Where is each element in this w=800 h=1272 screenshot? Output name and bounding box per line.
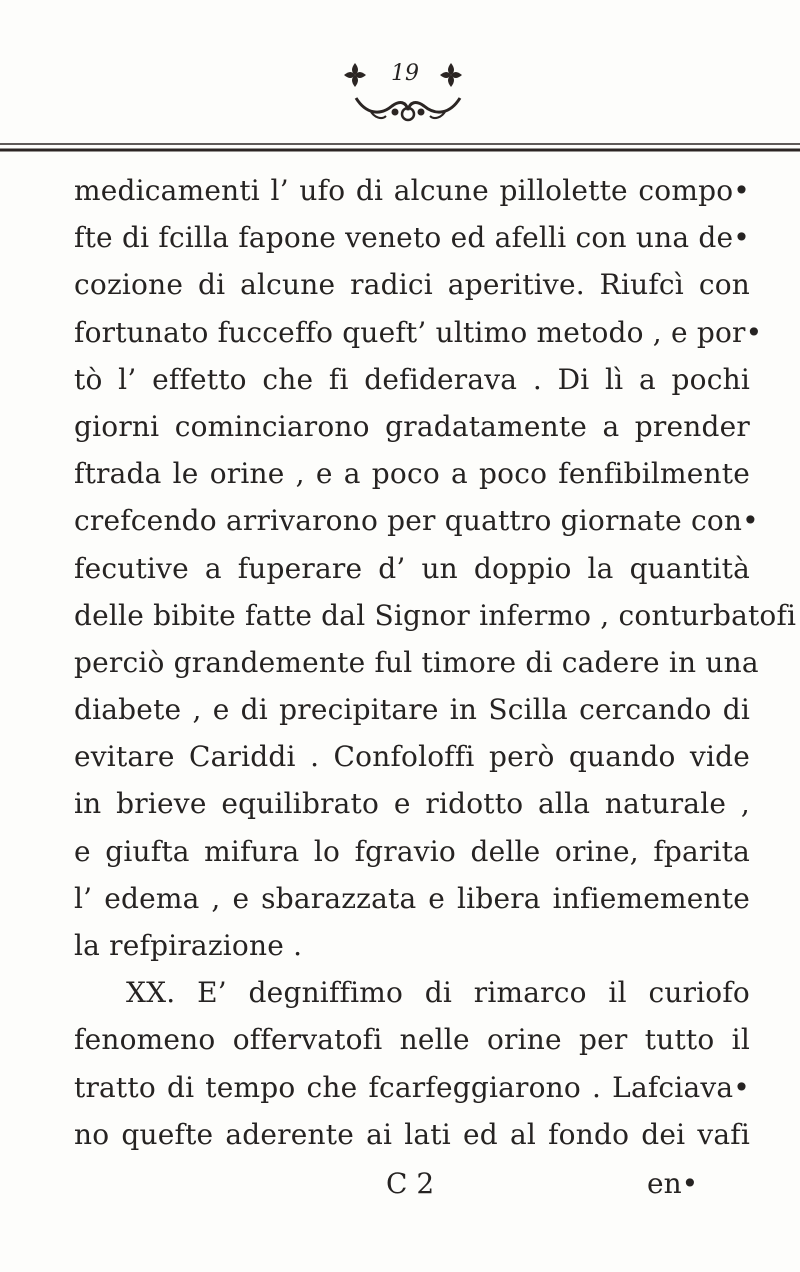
text-line: evitare Cariddi . Confoloffi però quando vide <box>74 740 750 774</box>
signature-mark: C 2 <box>386 1167 435 1200</box>
page-footer <box>0 1162 800 1206</box>
text-line: perciò grandemente ful timore di cadere in una <box>74 645 759 679</box>
body-text <box>74 167 797 1158</box>
text-line: medicamenti l’ ufo di alcune pillolette compo• <box>74 174 750 207</box>
text-line: l’ edema , e sbarazzata e libera infiememente <box>74 881 750 915</box>
page-number: 19 <box>391 61 419 86</box>
text-line: delle bibite fatte dal Signor infermo , conturbatofi <box>74 598 797 632</box>
text-line: fecutive a fuperare d’ un doppio la quantità <box>74 551 750 585</box>
text-line: crefcendo arrivarono per quattro giornate con• <box>74 504 759 538</box>
fleuron-icon <box>436 60 466 90</box>
text-line: la refpirazione . <box>74 929 303 962</box>
section-heading-line: XX. E’ degniffimo di rimarco il curiofo <box>126 976 750 1010</box>
text-line: e giufta mifura lo fgravio delle orine, fparita <box>74 834 750 868</box>
catchword: en• <box>647 1167 699 1200</box>
fleuron-icon <box>340 60 370 90</box>
text-line: diabete , e di precipitare in Scilla cercando di <box>74 693 750 727</box>
header-rule <box>0 141 800 155</box>
text-line: cozione di alcune radici aperitive. Riufcì con <box>74 268 750 302</box>
text-line: tratto di tempo che fcarfeggiarono . Lafciava• <box>74 1070 750 1104</box>
text-line: tò l’ effetto che fi defiderava . Di lì a pochi <box>74 362 750 396</box>
text-line: ftrada le orine , e a poco a poco fenfibilmente <box>74 457 750 491</box>
text-line: no quefte aderente ai lati ed al fondo dei vafi <box>74 1117 750 1151</box>
text-line: in brieve equilibrato e ridotto alla naturale , <box>74 787 750 821</box>
text-line: giorni cominciarono gradatamente a prender <box>74 409 750 443</box>
page-header <box>0 40 800 120</box>
text-line: fte di fcilla fapone veneto ed afelli con una de• <box>74 221 750 255</box>
text-line: fortunato fucceffo queft’ ultimo metodo , e por• <box>74 315 763 349</box>
scroll-ornament-icon <box>348 90 468 126</box>
text-line: fenomeno offervatofi nelle orine per tutto il <box>74 1023 750 1057</box>
